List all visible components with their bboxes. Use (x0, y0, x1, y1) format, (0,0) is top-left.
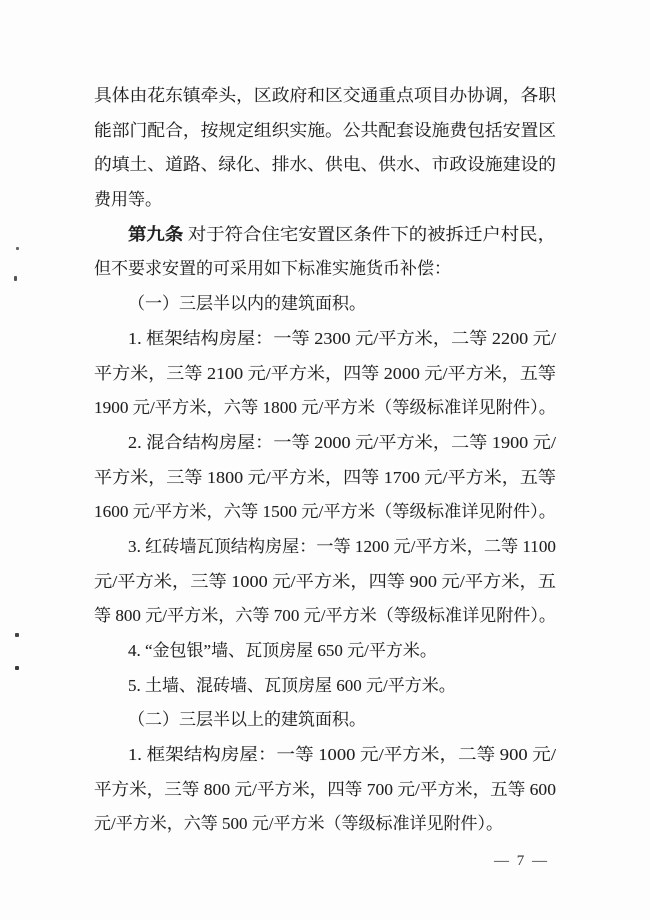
text-line-content: 3. 红砖墙瓦顶结构房屋：一等 1200 元/平方米，二等 1100 (128, 536, 556, 556)
text-line-content: 费用等。 (94, 190, 162, 210)
scan-speck (15, 633, 19, 637)
text-line-content: 能部门配合，按规定组织实施。公共配套设施费包括安置区 (94, 120, 556, 140)
text-line-content: 元/平方米，三等 1000 元/平方米，四等 900 元/平方米，五 (94, 571, 556, 591)
text-line (94, 703, 556, 738)
text-line (94, 357, 556, 392)
text-line-content: 第九条 对于符合住宅安置区条件下的被拆迁户村民， (128, 224, 556, 244)
text-line (94, 79, 556, 114)
text-line-content: 具体由花东镇牵头，区政府和区交通重点项目办协调，各职 (94, 86, 556, 105)
text-line (94, 183, 556, 218)
text-line (94, 565, 556, 600)
text-line (94, 495, 556, 530)
text-line-content: 1. 框架结构房屋：一等 1000 元/平方米，二等 900 元/ (128, 745, 556, 765)
text-line (94, 218, 556, 253)
text-line-content: 2. 混合结构房屋：一等 2000 元/平方米，二等 1900 元/ (128, 432, 556, 452)
text-line (94, 461, 556, 496)
text-line-content: 但不要求安置的可采用如下标准实施货币补偿： (94, 259, 451, 279)
text-line-content: 等 800 元/平方米，六等 700 元/平方米（等级标准详见附件）。 (94, 606, 556, 626)
text-line-content: 1900 元/平方米，六等 1800 元/平方米（等级标准详见附件）。 (94, 398, 556, 418)
text-line (94, 669, 556, 704)
scan-speck (16, 247, 19, 250)
text-line-content: 的填土、道路、绿化、排水、供电、供水、市政设施建设的 (94, 155, 556, 175)
text-line (94, 287, 556, 322)
text-line-content: （一）三层半以内的建筑面积。 (128, 294, 366, 314)
page-number: — 7 — (494, 853, 549, 869)
text-line-content: 4. “金包银”墙、瓦顶房屋 650 元/平方米。 (128, 641, 437, 660)
text-line-content: （二）三层半以上的建筑面积。 (128, 710, 366, 730)
text-line (94, 530, 556, 565)
text-line (94, 322, 556, 357)
text-line-content: 平方米，三等 1800 元/平方米，四等 1700 元/平方米，五等 (94, 467, 556, 487)
text-line (94, 599, 556, 634)
text-line-content: 元/平方米，六等 500 元/平方米（等级标准详见附件）。 (94, 814, 503, 834)
text-line (94, 807, 556, 842)
text-line-content: 1600 元/平方米，六等 1500 元/平方米（等级标准详见附件）。 (94, 502, 556, 522)
text-line (94, 426, 556, 461)
text-line-content: 平方米，三等 2100 元/平方米，四等 2000 元/平方米，五等 (94, 363, 556, 383)
text-line (94, 252, 556, 287)
text-line (94, 391, 556, 426)
text-line-content: 1. 框架结构房屋：一等 2300 元/平方米，二等 2200 元/ (128, 328, 556, 348)
text-line (94, 738, 556, 773)
scan-speck (14, 276, 17, 281)
text-line-content: 5. 土墙、混砖墙、瓦顶房屋 600 元/平方米。 (128, 675, 456, 695)
text-line (94, 773, 556, 808)
scan-speck (15, 666, 19, 670)
document-body (94, 79, 556, 842)
text-line (94, 114, 556, 149)
text-line-content: 平方米，三等 800 元/平方米，四等 700 元/平方米，五等 600 (94, 779, 556, 799)
text-line (94, 634, 556, 669)
text-line (94, 148, 556, 183)
article-number-label: 第九条 (128, 224, 184, 244)
